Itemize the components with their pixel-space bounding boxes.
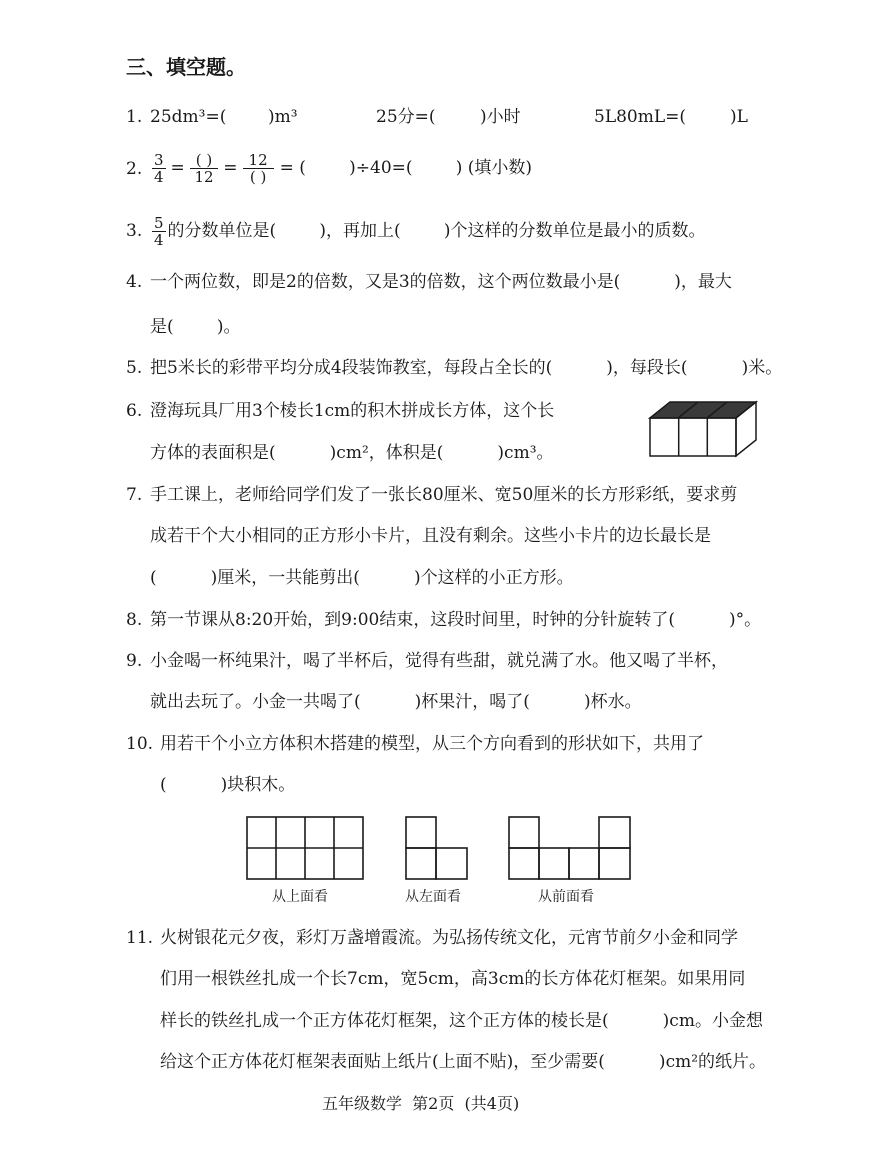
q3-number: 3.: [126, 221, 143, 241]
q7-line-2: 成若干个大小相同的正方形小卡片，且没有剩余。这些小卡片的边长最长是: [150, 526, 711, 546]
q2-fraction-2: $\frac{( )}{12}$: [190, 152, 218, 185]
view-top-label: 从上面看: [272, 889, 328, 905]
q2-fraction-1: $\frac{3}{4}$: [154, 150, 164, 186]
q1-number: 1.: [126, 107, 143, 127]
q8-number: 8.: [126, 610, 143, 630]
q11-line-1: 火树银花元夕夜，彩灯万盏增霞流。为弘扬传统文化，元宵节前夕小金和同学: [160, 928, 738, 948]
view-left-grid: [405, 816, 471, 882]
view-front-grid: [508, 816, 634, 882]
q2-rest: = ( )÷40=( ) (填小数): [279, 158, 533, 178]
q7-line-3: ( )厘米，一共能剪出( )个这样的小正方形。: [150, 568, 574, 588]
q3-text: 的分数单位是( )，再加上( )个这样的分数单位是最小的质数。: [167, 221, 706, 241]
q4-line-2: 是( )。: [150, 317, 241, 337]
q11-line-4: 给这个正方体花灯框架表面贴上纸片(上面不贴)，至少需要( )cm²的纸片。: [160, 1052, 767, 1072]
q9-line-2: 就出去玩了。小金一共喝了( )杯果汁，喝了( )杯水。: [150, 692, 642, 712]
q1-part-a: 25dm³=(: [150, 107, 227, 127]
q7-number: 7.: [126, 485, 143, 505]
q4-number: 4.: [126, 272, 143, 292]
view-front-label: 从前面看: [538, 889, 594, 905]
q2-number: 2.: [126, 159, 143, 179]
q2-equals-1: =: [170, 158, 185, 178]
q1-part-a-end: )m³: [268, 107, 298, 127]
page-footer: 五年级数学 第2页 (共4页): [322, 1094, 520, 1113]
q1-part-b-end: )小时: [480, 107, 521, 127]
section-title: 三、填空题。: [126, 55, 246, 79]
q2-line: [150, 146, 532, 190]
q11-number: 11.: [126, 928, 154, 948]
q1-part-b: 25分=(: [376, 107, 436, 127]
q4-line-1: 一个两位数，即是2的倍数，又是3的倍数，这个两位数最小是( )，最大: [150, 272, 732, 292]
q1-part-c: 5L80mL=(: [594, 107, 687, 127]
view-left-label: 从左面看: [405, 889, 461, 905]
q11-line-3: 样长的铁丝扎成一个正方体花灯框架，这个正方体的棱长是( )cm。小金想: [160, 1011, 763, 1031]
q9-line-1: 小金喝一杯纯果汁，喝了半杯后，觉得有些甜，就兑满了水。他又喝了半杯，: [150, 651, 728, 671]
cuboid-figure: [640, 398, 760, 462]
q5-text: 把5米长的彩带平均分成4段装饰教室，每段占全长的( )，每段长( )米。: [150, 358, 783, 378]
q1-part-c-end: )L: [730, 107, 748, 127]
q2-equals-2: =: [223, 158, 238, 178]
view-top-grid: [246, 816, 366, 882]
q2-fraction-3: $\frac{12}{( )}$: [243, 152, 274, 185]
q6-line-1: 澄海玩具厂用3个棱长1cm的积木拼成长方体，这个长: [150, 401, 555, 421]
q6-number: 6.: [126, 401, 143, 421]
q3-fraction: $\frac{5}{4}$: [154, 213, 164, 249]
q11-line-2: 们用一根铁丝扎成一个长7cm，宽5cm，高3cm的长方体花灯框架。如果用同: [160, 969, 746, 989]
q10-line-1: 用若干个小立方体积木搭建的模型，从三个方向看到的形状如下，共用了: [160, 734, 704, 754]
q10-line-2: ( )块积木。: [160, 775, 296, 795]
q8-text: 第一节课从8:20开始，到9:00结束，这段时间里，时钟的分针旋转了( )°。: [150, 610, 762, 630]
q3-line: [150, 210, 706, 252]
q9-number: 9.: [126, 651, 143, 671]
q5-number: 5.: [126, 358, 143, 378]
q7-line-1: 手工课上，老师给同学们发了一张长80厘米、宽50厘米的长方形彩纸，要求剪: [150, 485, 738, 505]
q10-number: 10.: [126, 734, 154, 754]
q6-line-2: 方体的表面积是( )cm²，体积是( )cm³。: [150, 443, 554, 463]
